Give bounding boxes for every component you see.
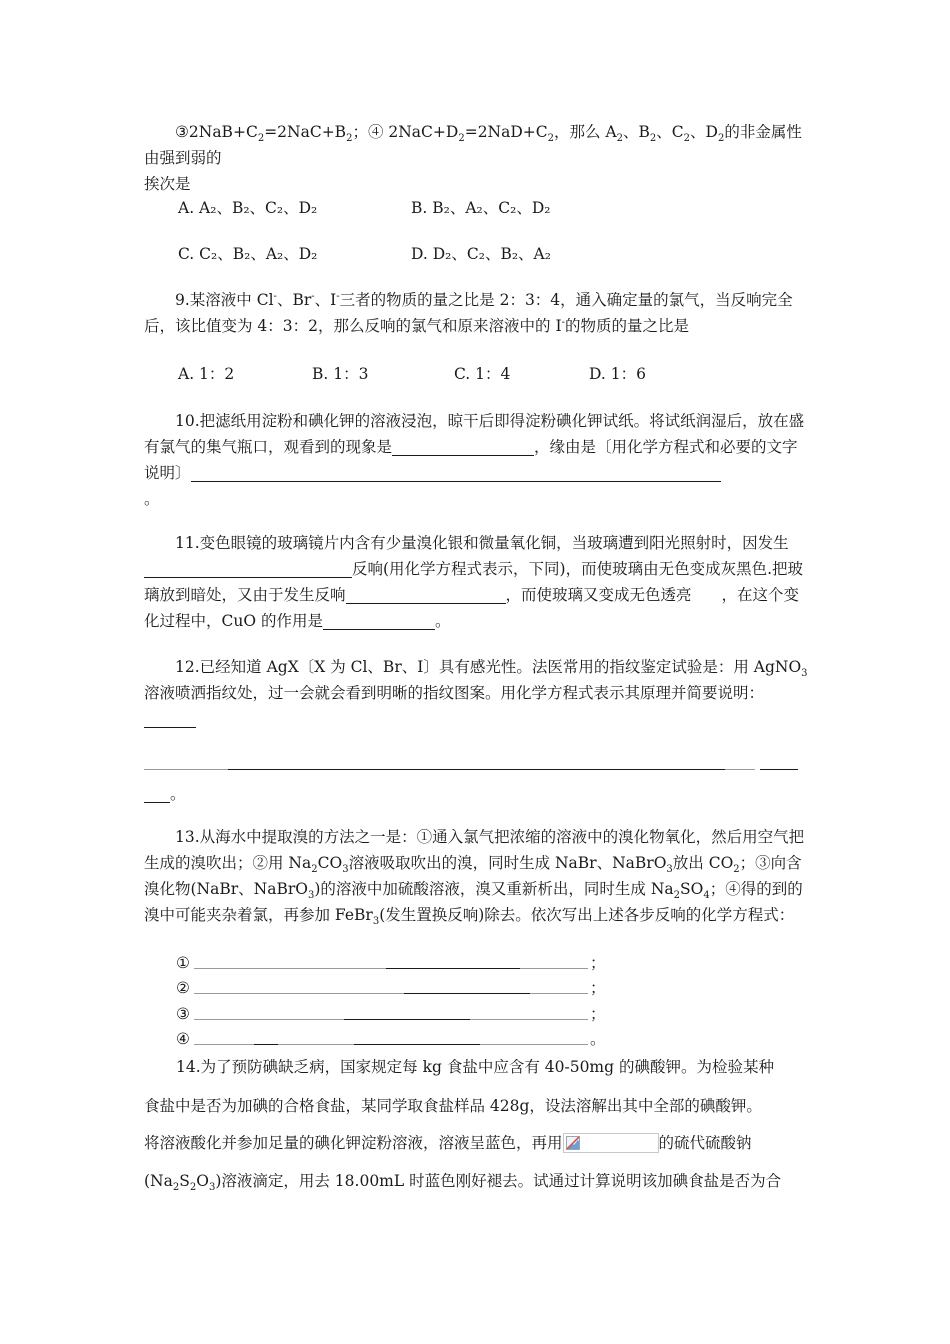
q9-option-a: A. 1：2 — [178, 365, 235, 383]
q13-equation-3-end: ； — [590, 1005, 606, 1023]
q11-answer-blank-1[interactable] — [144, 559, 352, 578]
q12-answer-line-a[interactable] — [144, 769, 228, 770]
q8-option-d: D. D₂、C₂、B₂、A₂ — [411, 245, 551, 263]
question-12-stem: 12.已经知道 AgX〔X 为 Cl、Br、I〕具有感光性。法医常用的指纹鉴定试验是：用 AgNO$_3$溶液喷洒指纹处，过一会就会看到明晰的指纹图案。用化学方程式表示其原理并简要说明： — [144, 654, 809, 732]
q13-equation-2: ② — [176, 979, 190, 997]
q14-line-1: 14.为了预防碘缺乏病，国家规定每 kg 食盐中应含有 40-50mg 的碘酸钾。为检验某种 — [176, 1058, 774, 1076]
q13-equation-4-line-c[interactable] — [278, 1044, 354, 1045]
q9-option-d: D. 1：6 — [589, 365, 646, 383]
q8-option-c: C. C₂、B₂、A₂、D₂ — [178, 245, 318, 263]
q13-equation-1: ① — [176, 954, 190, 972]
q13-equation-1-line-b[interactable] — [386, 968, 520, 969]
q8-option-b: B. B₂、A₂、C₂、D₂ — [411, 199, 551, 217]
q11-answer-blank-2[interactable] — [346, 585, 506, 604]
q12-answer-blank-2[interactable] — [144, 784, 170, 803]
q13-equation-4-line-b[interactable] — [254, 1044, 278, 1045]
q14-line-4: $(Na_2S_2O_3)$溶液滴定，用去 18.00mL 时蓝色刚好褪去。试通过计算说明该加碘食盐是否为合 — [144, 1172, 782, 1194]
q12-answer-line-b[interactable] — [228, 769, 725, 770]
q13-equation-4: ④ — [176, 1030, 190, 1048]
q13-equation-2-line-c[interactable] — [530, 993, 588, 994]
q10-answer-blank-2[interactable] — [191, 463, 721, 482]
question-10-stem: 10.把滤纸用淀粉和碘化钾的溶液浸泡，晾干后即得淀粉碘化钾试纸。将试纸润湿后，放在盛有氯气的集气瓶口，观看到的现象是 ，缘由是〔用化学方程式和必要的文字说明〕 。 — [144, 412, 805, 508]
q11-answer-blank-3[interactable] — [323, 611, 435, 630]
q9-option-b: B. 1：3 — [312, 365, 369, 383]
q13-equation-4-end: 。 — [590, 1030, 606, 1048]
q13-equation-1-line-a[interactable] — [194, 968, 386, 969]
q13-equation-4-line-d[interactable] — [354, 1044, 480, 1045]
q12-answer-line-c[interactable] — [725, 769, 755, 770]
q14-line-2: 食盐中是否为加碘的合格食盐，某同学取食盐样品 428g，设法溶解出其中全部的碘酸钾。 — [144, 1097, 762, 1115]
q12-answer-tail: 。 — [144, 783, 186, 805]
q9-option-c: C. 1：4 — [454, 365, 511, 383]
q13-equation-3-line-c[interactable] — [470, 1019, 588, 1020]
q13-equation-1-line-c[interactable] — [520, 968, 588, 969]
q13-equation-3-line-b[interactable] — [344, 1019, 470, 1020]
q13-equation-2-line-a[interactable] — [194, 993, 404, 994]
q13-equation-3: ③ — [176, 1005, 190, 1023]
q10-answer-blank-1[interactable] — [392, 437, 534, 456]
q13-equation-1-end: ； — [590, 954, 606, 972]
q13-equation-4-line-e[interactable] — [480, 1044, 588, 1045]
question-8-stem: $③2NaB+C_2=2NaC+B_2$；④ $2NaC+D_2=2NaD+C_2$，那么 $A_2$、$B_2$、$C_2$、$D_2$的非金属性由强到弱的 挨次是 — [144, 123, 802, 193]
broken-image-icon — [563, 1133, 659, 1153]
q8-option-a: A. A₂、B₂、C₂、D₂ — [178, 199, 318, 217]
q12-answer-blank-1[interactable] — [144, 709, 196, 728]
question-9-stem: 9.某溶液中 Cl-、Br-、I-三者的物质的量之比是 2：3：4，通入确定量的氯气，当反响完全后，该比值变为 4：3：2，那么反响的氯气和原来溶液中的 I-的物质的量之比是 — [144, 290, 793, 335]
q13-equation-4-line-a[interactable] — [194, 1044, 254, 1045]
q13-equation-2-line-b[interactable] — [404, 993, 530, 994]
question-11-stem: 11.变色眼镜的玻璃镜片内含有少量溴化银和微量氧化铜，当玻璃遭到阳光照射时，因发生反响(用化学方程式表示，下同)，而使玻璃由无色变成灰黑色.把玻璃放到暗处，又由于发生反响 ，而使玻璃又变成无色透亮 ，在这个变化过程中，CuO 的作用是 。 — [144, 534, 804, 630]
q13-equation-3-line-a[interactable] — [194, 1019, 344, 1020]
question-13-stem: 13.从海水中提取溴的方法之一是：①通入氯气把浓缩的溶液中的溴化物氧化，然后用空气把生成的溴吹出；②用 $Na_2CO_3$溶液吸取吹出的溴，同时生成 NaBr、NaBrO$_3$放出 $CO_2$；③向含溴化物(NaBr、NaBrO$_3$)的溶液中加硫酸溶液，溴又重新析出，同时生成 $Na_2SO_4$；④得的到的溴中可能夹杂着氯，再参加 FeBr$_3$(发生置换反响)除去。依次写出上述各步反响的化学方程式： — [144, 828, 805, 928]
q12-answer-line-d[interactable] — [760, 769, 798, 770]
q14-line-3: 将溶液酸化并参加足量的碘化钾淀粉溶液，溶液呈蓝色，再用 的硫代硫酸钠 — [144, 1134, 752, 1152]
q13-equation-2-end: ； — [590, 979, 606, 997]
